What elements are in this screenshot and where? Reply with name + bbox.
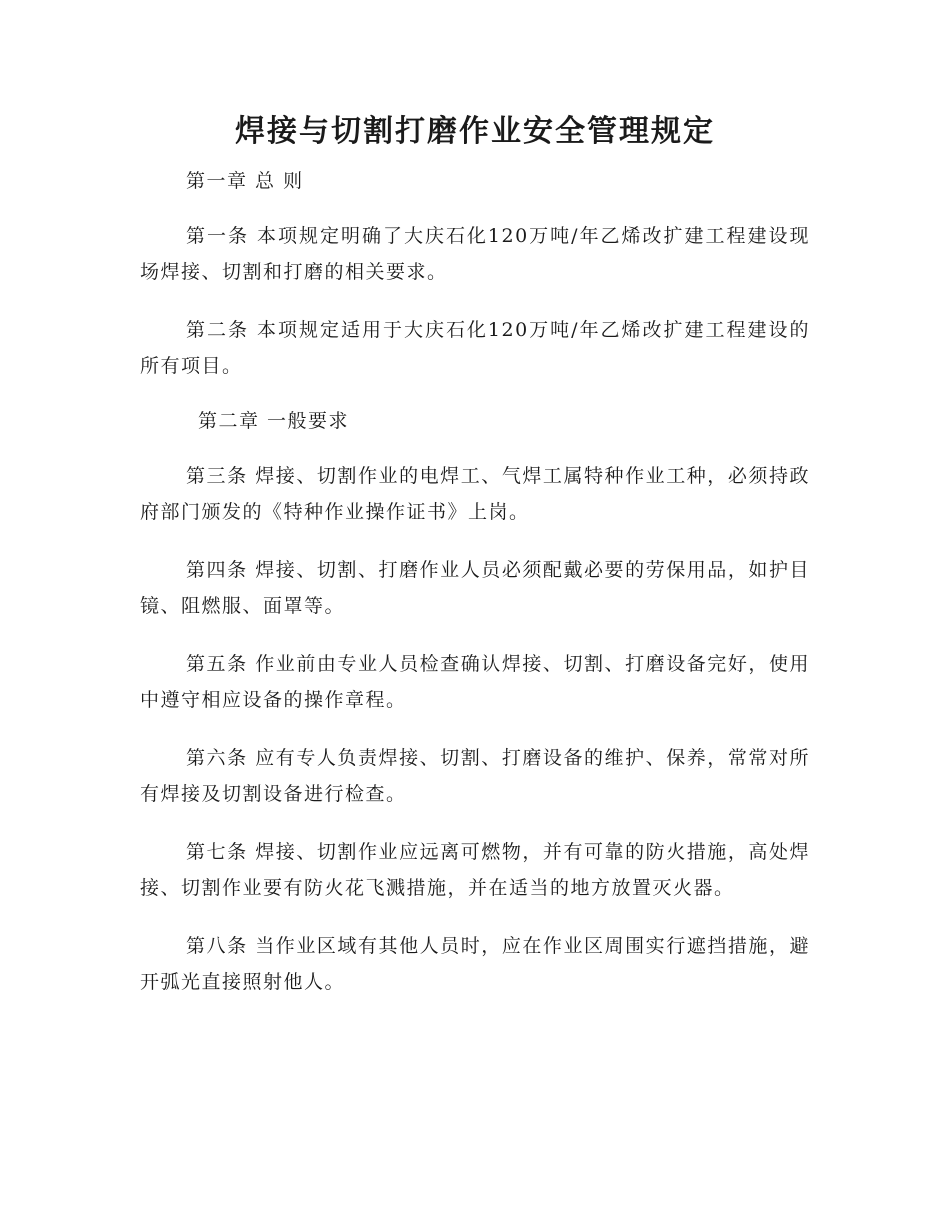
article-3: 第三条 焊接、切割作业的电焊工、气焊工属特种作业工种，必须持政府部门颁发的《特种作业操作证书》上岗。 (140, 465, 810, 523)
article-4: 第四条 焊接、切割、打磨作业人员必须配戴必要的劳保用品，如护目镜、阻燃服、面罩等。 (140, 559, 810, 617)
article-1: 第一条 本项规定明确了大庆石化120万吨/年乙烯改扩建工程建设现场焊接、切割和打磨的相关要求。 (140, 225, 810, 283)
article-2: 第二条 本项规定适用于大庆石化120万吨/年乙烯改扩建工程建设的所有项目。 (140, 319, 810, 377)
chapter-heading-2: 第二章 一般要求 (198, 410, 350, 432)
document-title: 焊接与切割打磨作业安全管理规定 (235, 114, 715, 149)
article-6: 第六条 应有专人负责焊接、切割、打磨设备的维护、保养，常常对所有焊接及切割设备进行检查。 (140, 747, 810, 805)
article-5: 第五条 作业前由专业人员检查确认焊接、切割、打磨设备完好，使用中遵守相应设备的操作章程。 (140, 653, 810, 711)
document-body (140, 166, 810, 1022)
article-8: 第八条 当作业区域有其他人员时，应在作业区周围实行遮挡措施，避开弧光直接照射他人。 (140, 935, 810, 993)
chapter-heading-1: 第一章 总 则 (186, 170, 304, 192)
article-7: 第七条 焊接、切割作业应远离可燃物，并有可靠的防火措施，高处焊接、切割作业要有防火花飞溅措施，并在适当的地方放置灭火器。 (140, 841, 810, 899)
